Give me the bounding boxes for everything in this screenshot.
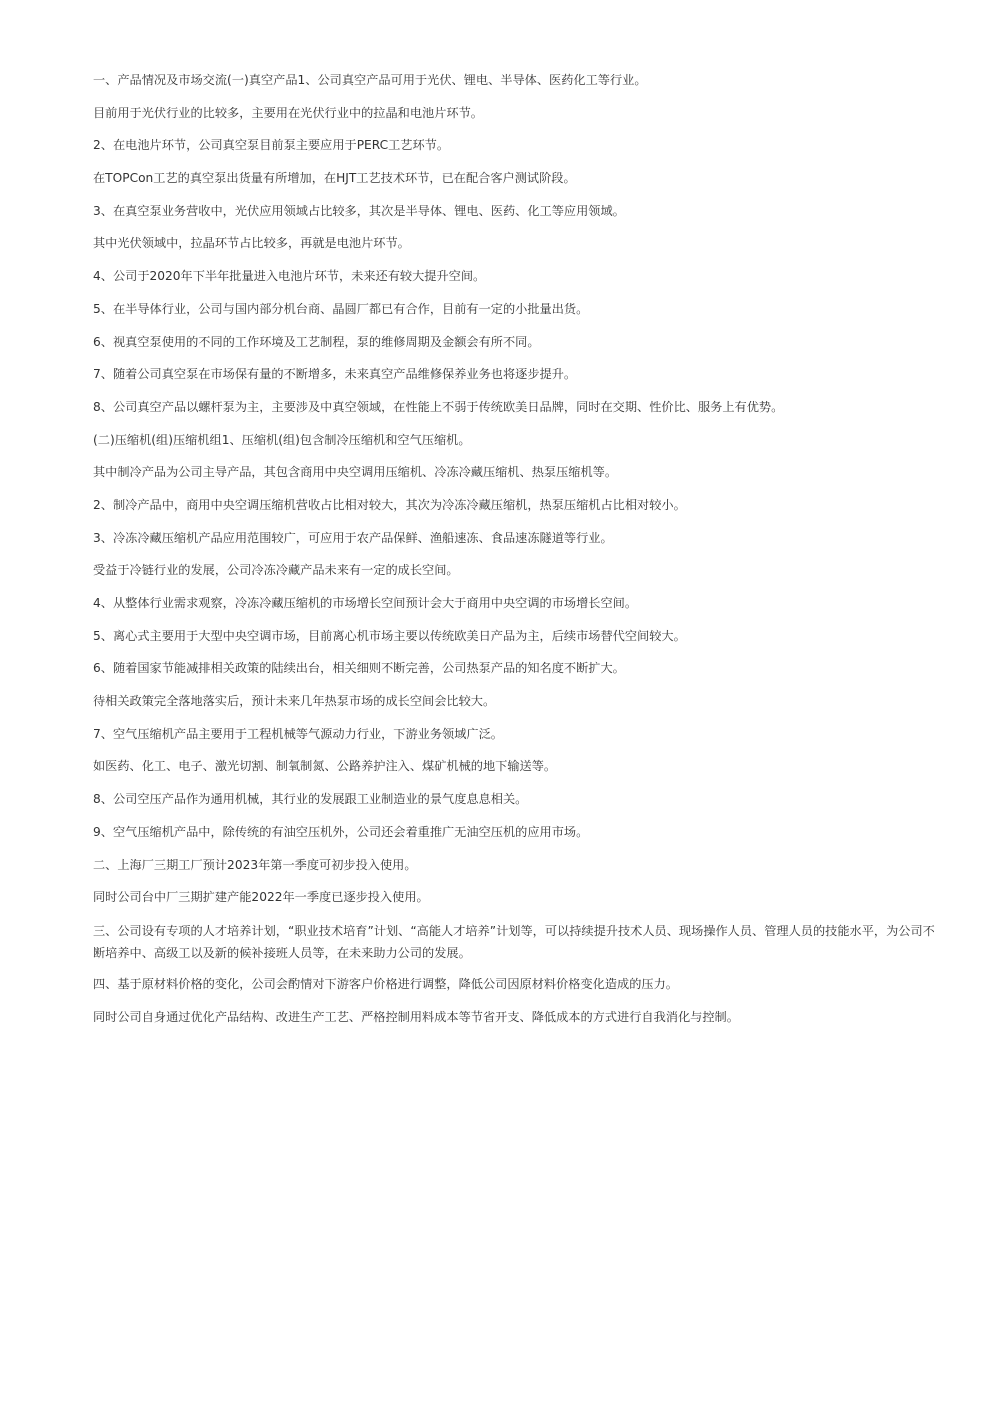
paragraph: 2、在电池片环节，公司真空泵目前泵主要应用于PERC工艺环节。 <box>93 138 450 153</box>
paragraph: 3、冷冻冷藏压缩机产品应用范围较广，可应用于农产品保鲜、渔船速冻、食品速冻隧道等行业。 <box>93 530 613 545</box>
paragraph: 4、从整体行业需求观察，冷冻冷藏压缩机的市场增长空间预计会大于商用中央空调的市场增长空间。 <box>93 596 638 610</box>
paragraph: 9、空气压缩机产品中，除传统的有油空压机外，公司还会着重推广无油空压机的应用市场。 <box>93 824 589 839</box>
paragraph: 7、空气压缩机产品主要用于工程机械等气源动力行业，下游业务领域广泛。 <box>93 726 503 741</box>
paragraph: 三、公司设有专项的人才培养计划，“职业技术培育”计划、“高能人才培养”计划等，可以持续提升技术人员、现场操作人员、管理人员的技能水平，为公司不断培养中、高级工以及新的候补接班人员等，在未来助力公司的发展。 <box>93 923 935 960</box>
paragraph: 4、公司于2020年下半年批量进入电池片环节，未来还有较大提升空间。 <box>93 269 486 284</box>
paragraph: 目前用于光伏行业的比较多，主要用在光伏行业中的拉晶和电池片环节。 <box>93 105 483 120</box>
paragraph: 8、公司空压产品作为通用机械，其行业的发展跟工业制造业的景气度息息相关。 <box>93 792 528 807</box>
paragraph: 8、公司真空产品以螺杆泵为主，主要涉及中真空领域，在性能上不弱于传统欧美日品牌，同时在交期、性价比、服务上有优势。 <box>93 399 784 414</box>
paragraph: 二、上海厂三期工厂预计2023年第一季度可初步投入使用。 <box>93 857 417 872</box>
paragraph: 3、在真空泵业务营收中，光伏应用领域占比较多，其次是半导体、锂电、医药、化工等应用领域。 <box>93 203 625 218</box>
paragraph: (二)压缩机(组)压缩机组1、压缩机(组)包含制冷压缩机和空气压缩机。 <box>93 432 471 447</box>
paragraph: 5、在半导体行业，公司与国内部分机台商、晶圆厂都已有合作，目前有一定的小批量出货。 <box>93 301 589 316</box>
paragraph: 2、制冷产品中，商用中央空调压缩机营收占比相对较大，其次为冷冻冷藏压缩机，热泵压缩机占比相对较小。 <box>93 497 686 512</box>
paragraph: 待相关政策完全落地落实后，预计未来几年热泵市场的成长空间会比较大。 <box>93 694 496 709</box>
paragraph: 其中光伏领域中，拉晶环节占比较多，再就是电池片环节。 <box>93 236 410 251</box>
paragraph: 5、离心式主要用于大型中央空调市场，目前离心机市场主要以传统欧美日产品为主，后续市场替代空间较大。 <box>93 628 686 643</box>
paragraph: 四、基于原材料价格的变化，公司会酌情对下游客户价格进行调整，降低公司因原材料价格变化造成的压力。 <box>93 976 678 991</box>
paragraph: 其中制冷产品为公司主导产品，其包含商用中央空调用压缩机、冷冻冷藏压缩机、热泵压缩机等。 <box>93 465 618 480</box>
document-body <box>93 70 938 1039</box>
paragraph: 同时公司台中厂三期扩建产能2022年一季度已逐步投入使用。 <box>93 890 429 905</box>
paragraph: 6、视真空泵使用的不同的工作环境及工艺制程，泵的维修周期及金额会有所不同。 <box>93 334 540 349</box>
paragraph: 一、产品情况及市场交流(一)真空产品1、公司真空产品可用于光伏、锂电、半导体、医药化工等行业。 <box>93 73 647 87</box>
paragraph: 同时公司自身通过优化产品结构、改进生产工艺、严格控制用料成本等节省开支、降低成本的方式进行自我消化与控制。 <box>93 1009 739 1024</box>
paragraph: 如医药、化工、电子、激光切割、制氧制氮、公路养护注入、煤矿机械的地下输送等。 <box>93 759 557 774</box>
paragraph: 在TOPCon工艺的真空泵出货量有所增加，在HJT工艺技术环节，已在配合客户测试阶段。 <box>93 171 576 186</box>
paragraph: 7、随着公司真空泵在市场保有量的不断增多，未来真空产品维修保养业务也将逐步提升。 <box>93 367 577 382</box>
paragraph: 受益于冷链行业的发展，公司冷冻冷藏产品未来有一定的成长空间。 <box>93 563 459 578</box>
paragraph: 6、随着国家节能减排相关政策的陆续出台，相关细则不断完善，公司热泵产品的知名度不断扩大。 <box>93 661 625 676</box>
